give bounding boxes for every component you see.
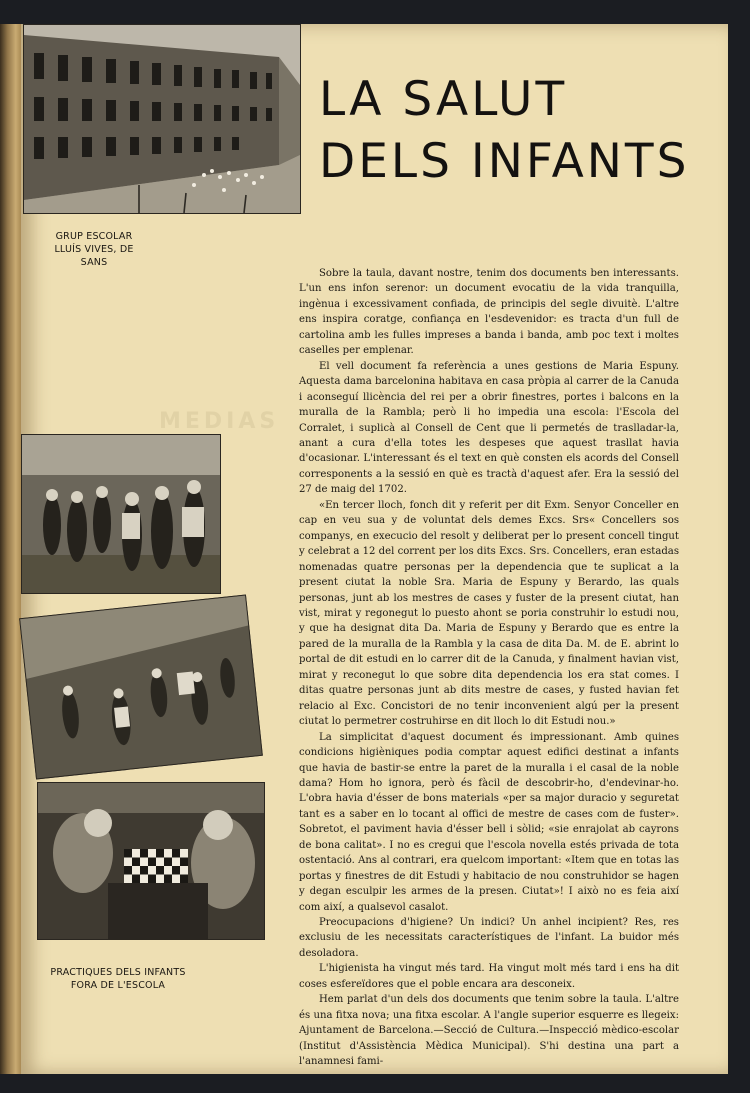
article-paragraph: Sobre la taula, davant nostre, tenim dos documents ben interessants. L'un ens infon serenor: un document evocatiu de la vida tranquilla, ingènua i excessivament confiada, de principis del segle divuitè. L'altre ens inspira coratge, confiança en l'esdevenidor: es tracta d'un full de cartolina amb les fulles impreses a banda i banda, amb poc text i moltes caselles per emplenar. [299, 268, 679, 357]
faded-background-lettering: MEDIAS [159, 409, 280, 434]
book-spine [0, 24, 21, 1074]
caption-line: GRUP ESCOLAR [55, 231, 133, 242]
caption-children-activities [47, 966, 189, 992]
caption-line: PRACTIQUES DELS INFANTS [50, 967, 186, 978]
school-building-photo [23, 24, 301, 214]
article-paragraph: La simplicitat d'aquest document és impressionant. Amb quines condicions higièniques podia comptar aquest edifici destinat a infants que havia de bastir-se entre la paret de la muralla i el casal de la noble dama? Hom ho ignora, però és fàcil de descobrir-ho, d'endevinar-ho. L'obra havia d'ésser de bons materials «per sa major duracio y seguretat tant es a saber en lo tocant al offici de mestre de cases com de fuster». Sobretot, el paviment havia d'ésser bell i sòlid; «sie enrajolat ab cayrons de bona calitat». I no es cregui que l'escola novella estés privada de tota ostentació. Ans al contrari, era quelcom important: «Item que en totas las portas y finestres de dit Estudi y habitacio de nou construhidor se hagen y degan esculpir les armes de la presen. Ciutat»! I això no es feia així com així, a qualsevol casalot. [299, 731, 679, 913]
caption-line: FORA DE L'ESCOLA [70, 980, 166, 991]
article-paragraph: Preocupacions d'higiene? Un indici? Un anhel incipient? Res, res exclusiu de les necessitats característiques de l'infant. La buidor més desoladora. [299, 917, 679, 959]
article-paragraph: L'higienista ha vingut més tard. Ha vingut molt més tard i ens ha dit coses esfereïdores que el poble encara ara desconeix. [299, 963, 679, 990]
children-hillside-photo [19, 595, 263, 780]
article-paragraph: «En tercer lloch, fonch dit y referit per dit Exm. Senyor Conceller en cap en veu sua y de voluntat dels demes Excs. Srs« Concellers sos companys, en execucio del resolt y deliberat per lo present concell tingut y celebrat a 12 del corrent per los dits Excs. Srs. Concellers, eran estadas nomenadas quatre personas per la dependencia que te suplicat a la present ciutat la noble Sra. Maria de Espuny y Berardo, las quals personas, junt ab los mestres de cases y fuster de la present ciutat, han vist, mirat y regonegut lo puesto ahont se poria construhir lo estudi nou, y que ha designat dita Da. Maria de Espuny y Berardo que es entre la pared de la muralla de la Rambla y la casa de dita Da. M. de E. abrint lo portal de dit estudi en lo carrer dit de la Canuda, y finalment havian vist, mirat y reconegut lo que sobre dita dependencia los era stat comes. I ditas quatre personas junt ab dits mestre de cases, y fusted havian fet relacio al Exc. Concistori de no tenir inconvenient algú per la present ciutat lo permetrer costruhirse en dit lloch lo dit Estudi nou.» [299, 499, 679, 728]
article-paragraph: El vell document fa referència a unes gestions de Maria Espuny. Aquesta dama barcelonina habitava en casa pròpia al carrer de la Canuda i aconseguí llicència del rei per a obrir finestres, portes i balcons en la muralla de la Rambla; però li ho impedia una escola: l'Escola del Corralet, i suplicà al Consell de Cent que li permetés de traslladar-la, anant a cura d'ella totes les despeses que aquest trasllat havia d'ocasionar. L'interessant és el text en què consten els acords del Consell corresponents a la sessió en què es tractà d'aquest afer. Era la sessió del 27 de maig del 1702. [299, 360, 680, 496]
children-chess-photo [37, 782, 265, 940]
children-outdoors-photo [21, 434, 221, 594]
magazine-page [21, 24, 728, 1074]
article-paragraph: Hem parlat d'un dels dos documents que tenim sobre la taula. L'altre és una fitxa nova; una fitxa escolar. A l'angle superior esquerre es llegeix: Ajuntament de Barcelona.—Secció de Cultura.—Inspecció mèdico-escolar (Institut d'Assistència Mèdica Municipal). S'hi destina una part a l'anamnesi fami- [299, 994, 679, 1068]
article-title-line-1: LA SALUT [319, 72, 568, 127]
article-title-line-2: DELS INFANTS [319, 134, 690, 189]
caption-line: SANS [80, 257, 108, 268]
caption-school-building [39, 230, 149, 269]
caption-line: LLUÍS VIVES, DE [54, 244, 134, 255]
article-body [299, 266, 680, 1068]
scan-bottom-edge [21, 1074, 728, 1093]
